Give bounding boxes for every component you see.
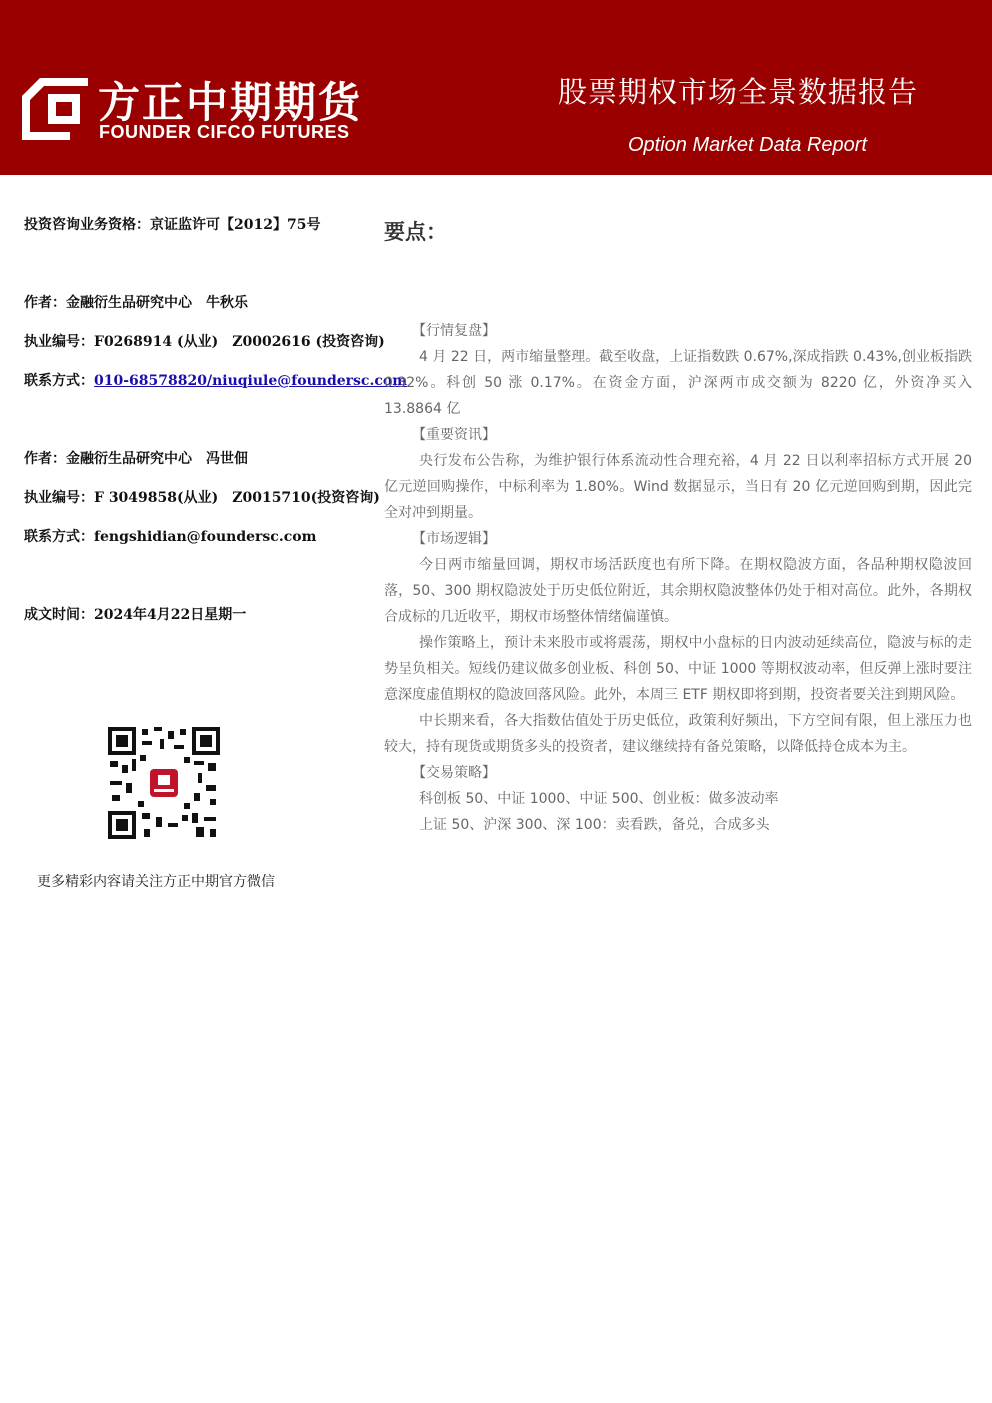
date-line: 成文时间：2024年4月22日星期一: [24, 607, 247, 623]
header-banner: [0, 0, 992, 175]
keypoints-content: [384, 318, 972, 838]
section-heading: 【行情复盘】: [412, 323, 496, 339]
brand-name-cn: 方正中期期货: [98, 78, 363, 127]
license-line: 投资咨询业务资格：京证监许可【2012】75号: [24, 217, 321, 233]
paragraph: 今日两市缩量回调，期权市场活跃度也有所下降。在期权隐波方面，各品种期权隐波回落，50、300 期权隐波处于历史低位附近，其余期权隐波整体仍处于相对高位。此外，各期权合成标的几近收平，期权市场整体情绪偏谨慎。: [384, 557, 972, 625]
paragraph: 科创板 50、中证 1000、中证 500、创业板：做多波动率: [419, 791, 779, 807]
author1-contact-link[interactable]: 010-68578820/niuqiule@foundersc.com: [94, 373, 408, 389]
contact-label: 联系方式：: [24, 373, 94, 389]
author1-id-line: 执业编号：F0268914 (从业) Z0002616 (投资咨询): [24, 334, 385, 350]
qr-caption: 更多精彩内容请关注方正中期官方微信: [37, 874, 275, 890]
paragraph: 上证 50、沪深 300、深 100：卖看跌，备兑，合成多头: [419, 817, 770, 833]
report-title-en: Option Market Data Report: [628, 134, 867, 156]
section-heading: 【市场逻辑】: [412, 531, 496, 547]
paragraph: 4 月 22 日，两市缩量整理。截至收盘，上证指数跌 0.67%,深成指跌 0.43%,创业板指跌 0.32%。科创 50 涨 0.17%。在资金方面，沪深两市成交额为 8220 亿，外资净买入 13.8864 亿: [384, 349, 972, 417]
keypoints-title: 要点：: [384, 220, 447, 244]
author1-contact-line: [24, 370, 407, 390]
brand-name-en: FOUNDER CIFCO FUTURES: [99, 122, 350, 142]
author2-line: 作者：金融衍生品研究中心 冯世佃: [24, 451, 248, 467]
section-heading: 【交易策略】: [412, 765, 496, 781]
section-heading: 【重要资讯】: [412, 427, 496, 443]
paragraph: 央行发布公告称，为维护银行体系流动性合理充裕，4 月 22 日以利率招标方式开展 20 亿元逆回购操作，中标利率为 1.80%。Wind 数据显示，当日有 20 亿元逆回购到期，因此完全对冲到期量。: [384, 453, 972, 521]
author2-contact-line: 联系方式：fengshidian@foundersc.com: [24, 529, 317, 545]
paragraph: 中长期来看，各大指数估值处于历史低位，政策利好频出，下方空间有限，但上涨压力也较大，持有现货或期货多头的投资者，建议继续持有备兑策略，以降低持仓成本为主。: [384, 713, 972, 755]
paragraph: 操作策略上，预计未来股市或将震荡，期权中小盘标的日内波动延续高位，隐波与标的走势呈负相关。短线仍建议做多创业板、科创 50、中证 1000 等期权波动率，但反弹上涨时要注意深度虚值期权的隐波回落风险。此外，本周三 ETF 期权即将到期，投资者要关注到期风险。: [384, 635, 972, 703]
report-title-cn: 股票期权市场全景数据报告: [558, 75, 919, 109]
founder-logo-icon: [22, 78, 88, 140]
wechat-qr-code-icon: [108, 727, 220, 839]
author2-id-line: 执业编号：F 3049858(从业) Z0015710(投资咨询): [24, 490, 380, 506]
author1-line: 作者：金融衍生品研究中心 牛秋乐: [24, 295, 248, 311]
